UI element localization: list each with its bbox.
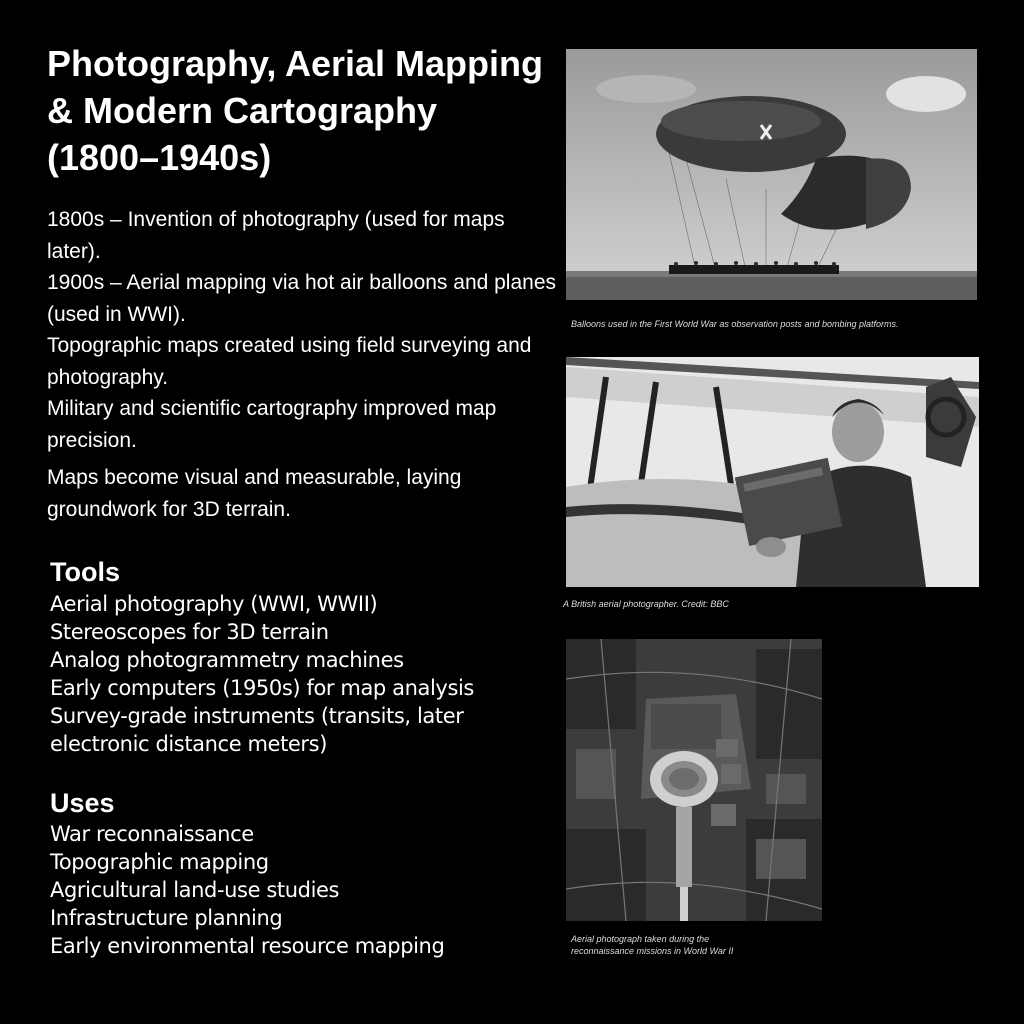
list-item: Early computers (1950s) for map analysis (50, 676, 474, 700)
intro-line: Maps become visual and measurable, laying groundwork for 3D terrain. (47, 466, 462, 521)
intro-line: 1800s – Invention of photography (used for maps later). (47, 208, 505, 263)
photographer-caption: A British aerial photographer. Credit: BBC (563, 599, 729, 609)
tools-list (50, 590, 550, 758)
reconnaissance-caption: Aerial photograph taken during the reconnaissance missions in World War II (571, 934, 734, 956)
balloon-photo (566, 49, 977, 300)
list-item: Infrastructure planning (50, 906, 283, 930)
intro-line: Topographic maps created using field surveying and photography. (47, 334, 532, 389)
uses-list (50, 820, 550, 960)
photographer-photo (566, 357, 979, 587)
intro-line: Military and scientific cartography improved map precision. (47, 397, 497, 452)
balloon-caption: Balloons used in the First World War as observation posts and bombing platforms. (571, 319, 899, 329)
reconnaissance-photo (566, 639, 822, 921)
list-item: Early environmental resource mapping (50, 934, 445, 958)
tools-heading: Tools (50, 557, 120, 587)
list-item: Survey-grade instruments (transits, later electronic distance meters) (50, 704, 464, 756)
intro-text (47, 204, 557, 525)
list-item: Analog photogrammetry machines (50, 648, 404, 672)
reconnaissance-caption-line1 (571, 933, 761, 957)
list-item: War reconnaissance (50, 822, 254, 846)
list-item: Aerial photography (WWI, WWII) (50, 592, 378, 616)
intro-line: 1900s – Aerial mapping via hot air balloons and planes (used in WWI). (47, 271, 557, 326)
list-item: Topographic mapping (50, 850, 269, 874)
uses-heading: Uses (50, 788, 115, 818)
list-item: Agricultural land-use studies (50, 878, 340, 902)
list-item: Stereoscopes for 3D terrain (50, 620, 329, 644)
page-title: Photography, Aerial Mapping & Modern Cartography (1800–1940s) (47, 43, 544, 178)
